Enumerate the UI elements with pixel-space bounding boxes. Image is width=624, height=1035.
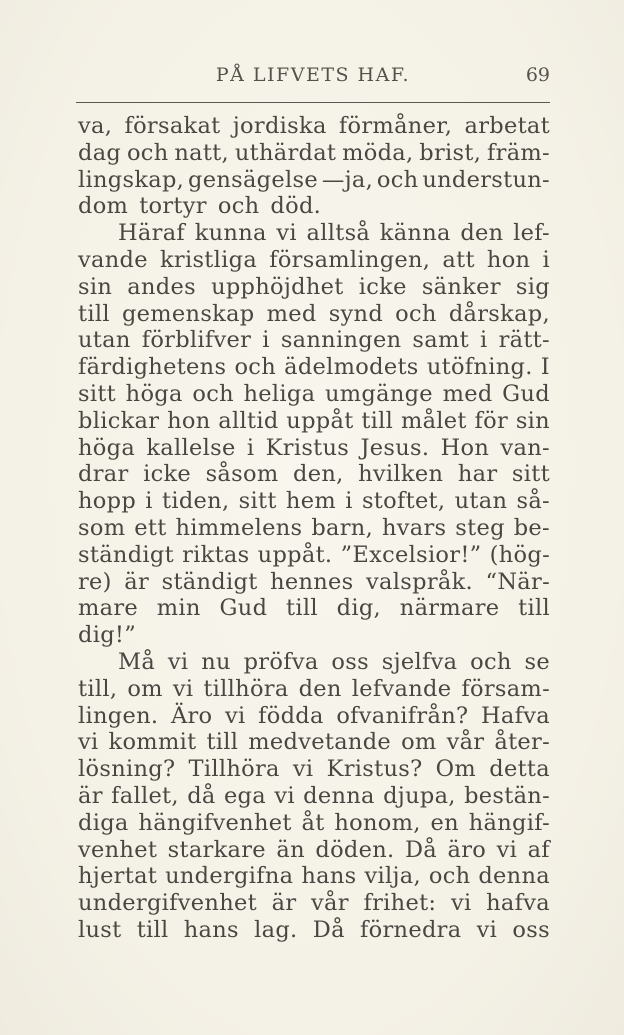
page-header xyxy=(76,62,550,92)
word: till xyxy=(518,595,550,622)
text-line xyxy=(78,890,550,917)
text-line xyxy=(78,274,550,301)
word: för xyxy=(474,407,509,434)
word: sin xyxy=(78,273,113,300)
word: sanningen xyxy=(280,327,402,354)
word: honom, xyxy=(334,809,421,836)
word: om xyxy=(127,675,163,702)
word: barn, xyxy=(311,514,374,541)
word: himmelens xyxy=(175,514,303,541)
word: död. xyxy=(270,193,322,220)
word: förmåner, xyxy=(338,113,453,139)
word: är xyxy=(78,782,103,809)
word: “När- xyxy=(485,568,550,595)
word: sin xyxy=(515,407,550,434)
word: i xyxy=(246,434,255,461)
word: synd xyxy=(328,300,384,327)
word: att xyxy=(442,246,475,273)
word: åt xyxy=(301,809,325,836)
word: närmare xyxy=(399,595,500,622)
word: försakat xyxy=(124,113,221,139)
word: pröfva xyxy=(243,648,319,675)
word: hans xyxy=(183,916,239,943)
word: hjertat xyxy=(78,863,158,890)
word: hängifvenhet xyxy=(138,809,292,836)
word: den xyxy=(298,675,342,702)
word: jordiska xyxy=(232,113,327,139)
word: stoftet, xyxy=(361,488,446,515)
word: dårskap, xyxy=(448,300,550,327)
word: och xyxy=(126,139,169,166)
word: Gud xyxy=(219,595,268,622)
word: vi xyxy=(496,836,518,863)
text-line xyxy=(78,167,550,194)
word: min xyxy=(156,595,201,622)
word: af xyxy=(527,836,550,863)
word: starkare xyxy=(167,836,266,863)
word: vilja, xyxy=(364,863,421,890)
word: vi xyxy=(276,220,297,247)
word: döden. xyxy=(315,836,395,863)
word: till xyxy=(206,729,239,756)
text-line xyxy=(78,863,550,890)
text-line xyxy=(78,408,550,435)
word: umgänge xyxy=(324,380,433,407)
text-line xyxy=(78,515,550,542)
word: i xyxy=(480,327,488,354)
word: kommit xyxy=(108,729,197,756)
word: vi xyxy=(292,756,314,783)
text-line xyxy=(78,729,550,756)
word: och xyxy=(395,300,437,327)
word: andes xyxy=(127,273,196,300)
word: och xyxy=(376,166,419,193)
header-rule xyxy=(76,102,550,103)
text-line xyxy=(78,461,550,488)
text-line xyxy=(78,488,550,515)
word: än xyxy=(276,836,305,863)
word: frihet: xyxy=(363,890,437,917)
word: så- xyxy=(516,488,550,515)
word: denna xyxy=(303,782,375,809)
text-line xyxy=(78,140,550,167)
word: främ- xyxy=(487,139,550,166)
text-line xyxy=(78,354,550,381)
word: Kristus xyxy=(265,434,350,461)
word: till xyxy=(78,300,110,327)
word: Då xyxy=(404,836,438,863)
word: denna xyxy=(478,863,550,890)
word: se xyxy=(524,648,550,675)
word: ega xyxy=(223,782,266,809)
word: ofvanifrån? xyxy=(336,702,469,729)
word: utöfning. xyxy=(426,354,533,381)
word: hvilken xyxy=(358,461,444,488)
page-number: 69 xyxy=(525,64,550,86)
word: Jesus. xyxy=(360,434,430,461)
word: oss xyxy=(512,916,550,943)
word: venhet xyxy=(78,836,158,863)
word: vi xyxy=(225,702,246,729)
text-line xyxy=(78,783,550,810)
word: i xyxy=(262,327,270,354)
word: höga xyxy=(78,434,136,461)
word: nu xyxy=(201,648,231,675)
word: ständigt xyxy=(161,568,258,595)
word: understun- xyxy=(422,166,550,193)
word: såsom xyxy=(205,461,279,488)
word: ständigt xyxy=(78,541,174,568)
word: kunna xyxy=(194,220,267,247)
word: födda xyxy=(258,702,324,729)
word: som xyxy=(78,514,126,541)
word: medvetande xyxy=(248,729,392,756)
word: ett xyxy=(134,514,167,541)
text-line xyxy=(78,595,550,622)
word: med xyxy=(266,300,317,327)
word: möda, xyxy=(342,139,414,166)
word: och xyxy=(217,193,260,220)
word: Om xyxy=(435,756,477,783)
word: Hafva xyxy=(480,702,550,729)
word: vi xyxy=(450,890,472,917)
word: utan xyxy=(454,488,508,515)
word: re) xyxy=(78,568,112,595)
word: försam- xyxy=(461,675,550,702)
word: kristliga xyxy=(159,246,258,273)
word: åter- xyxy=(494,729,550,756)
word: kallelse xyxy=(146,434,236,461)
word: (hög- xyxy=(489,541,550,568)
word: arbetat xyxy=(464,113,550,139)
word: färdighetens xyxy=(78,354,227,381)
word: —ja, xyxy=(321,166,374,193)
text-line xyxy=(78,301,550,328)
text-line xyxy=(78,649,550,676)
word: Må xyxy=(118,648,156,675)
word: sitt xyxy=(238,488,277,515)
word: och xyxy=(192,380,234,407)
word: en xyxy=(430,809,459,836)
text-line xyxy=(78,837,550,864)
text-line xyxy=(78,327,550,354)
word: fallet, xyxy=(111,782,179,809)
word: alltså xyxy=(306,220,371,247)
text-line xyxy=(78,810,550,837)
word: vår xyxy=(311,890,349,917)
word: ädelmodets xyxy=(284,354,419,381)
word: icke xyxy=(358,273,407,300)
text-line xyxy=(78,220,550,247)
word: dag xyxy=(78,139,122,166)
word: tiden, xyxy=(162,488,230,515)
word: lust xyxy=(78,916,122,943)
text-line xyxy=(78,247,550,274)
word: förblifver xyxy=(141,327,252,354)
word: Tillhöra xyxy=(188,756,280,783)
word: djupa, xyxy=(383,782,456,809)
word: undergifvenhet xyxy=(78,890,257,917)
text-line xyxy=(78,622,550,649)
word: och xyxy=(428,863,471,890)
word: hem xyxy=(285,488,336,515)
word: hopp xyxy=(78,488,137,515)
word: och xyxy=(470,648,512,675)
word: hennes xyxy=(270,568,354,595)
word: utan xyxy=(78,327,131,354)
word: uppåt. xyxy=(257,541,333,568)
word: lefvande xyxy=(351,675,452,702)
word: vi xyxy=(476,916,498,943)
word: sänker xyxy=(421,273,501,300)
body-text xyxy=(78,113,550,944)
word: till xyxy=(286,595,318,622)
word: tillhöra xyxy=(203,675,289,702)
word: drar xyxy=(78,461,129,488)
word: dom xyxy=(78,193,129,220)
word: icke xyxy=(143,461,192,488)
word: till, xyxy=(78,675,118,702)
word: förnedra xyxy=(360,916,462,943)
word: brist, xyxy=(419,139,482,166)
word: valspråk. xyxy=(366,568,473,595)
word: hans xyxy=(301,863,357,890)
word: Häraf xyxy=(118,220,186,247)
word: gemenskap xyxy=(121,300,255,327)
word: den xyxy=(460,220,504,247)
word: den, xyxy=(293,461,344,488)
word: hafva xyxy=(486,890,550,917)
running-head: PÅ LIFVETS HAF. xyxy=(215,64,411,86)
word: känna xyxy=(379,220,451,247)
word: församlingen, xyxy=(269,246,431,273)
word: I xyxy=(540,354,550,381)
word: natt, xyxy=(174,139,229,166)
word: mare xyxy=(78,595,139,622)
word: tortyr xyxy=(139,193,207,220)
word: riktas xyxy=(182,541,250,568)
word: be- xyxy=(513,514,550,541)
word: Hon xyxy=(440,434,490,461)
word: sjelfva xyxy=(381,648,458,675)
word: Kristus? xyxy=(326,756,423,783)
word: hon xyxy=(167,407,211,434)
text-line xyxy=(78,756,550,783)
word: sig xyxy=(515,273,550,300)
word: Gud xyxy=(502,380,550,407)
word: undergifna xyxy=(165,863,294,890)
word: lösning? xyxy=(78,756,176,783)
word: Äro xyxy=(170,702,213,729)
word: alltid xyxy=(218,407,279,434)
word: då xyxy=(187,782,216,809)
word: höga xyxy=(125,380,183,407)
word: upphöjdhet xyxy=(211,273,344,300)
word: heliga xyxy=(243,380,316,407)
word: är xyxy=(124,568,150,595)
word: hon xyxy=(486,246,531,273)
word: är xyxy=(271,890,297,917)
word: dig, xyxy=(336,595,382,622)
word: steg xyxy=(455,514,505,541)
text-line xyxy=(78,381,550,408)
text-line xyxy=(78,917,550,944)
word: va, xyxy=(78,113,113,139)
word: bestän- xyxy=(464,782,550,809)
word: hängif- xyxy=(468,809,550,836)
word: vi xyxy=(167,648,189,675)
word: oss xyxy=(331,648,369,675)
word: diga xyxy=(78,809,129,836)
word: blickar xyxy=(78,407,160,434)
word: målet xyxy=(400,407,467,434)
word: detta xyxy=(489,756,550,783)
text-line xyxy=(78,676,550,703)
word: och xyxy=(234,354,276,381)
word: hvars xyxy=(381,514,447,541)
word: uthärdat xyxy=(234,139,337,166)
text-line xyxy=(78,542,550,569)
word: med xyxy=(442,380,493,407)
word: dig!” xyxy=(78,622,137,649)
word: lag. xyxy=(254,916,298,943)
word: Då xyxy=(312,916,345,943)
word: vi xyxy=(172,675,194,702)
text-line xyxy=(78,569,550,596)
word: om xyxy=(401,729,437,756)
word: van- xyxy=(500,434,550,461)
word: till xyxy=(136,916,169,943)
word: sitt xyxy=(78,380,117,407)
word: lef- xyxy=(513,220,550,247)
word: i xyxy=(345,488,353,515)
text-line xyxy=(78,193,550,220)
word: till xyxy=(361,407,394,434)
word: samt xyxy=(412,327,469,354)
word: sitt xyxy=(511,461,550,488)
word: vande xyxy=(78,246,148,273)
text-line xyxy=(78,703,550,730)
text-line xyxy=(78,113,550,140)
word: uppåt xyxy=(286,407,354,434)
word: lingskap, xyxy=(78,166,185,193)
word: lingen. xyxy=(78,702,159,729)
word: ”Excelsior!” xyxy=(340,541,482,568)
word: i xyxy=(145,488,153,515)
word: gensägelse xyxy=(188,166,318,193)
word: rätt- xyxy=(498,327,550,354)
word: äro xyxy=(447,836,487,863)
word: vår xyxy=(446,729,485,756)
word: vi xyxy=(274,782,295,809)
text-line xyxy=(78,435,550,462)
word: har xyxy=(457,461,498,488)
word: i xyxy=(542,246,550,273)
word: vi xyxy=(78,729,99,756)
